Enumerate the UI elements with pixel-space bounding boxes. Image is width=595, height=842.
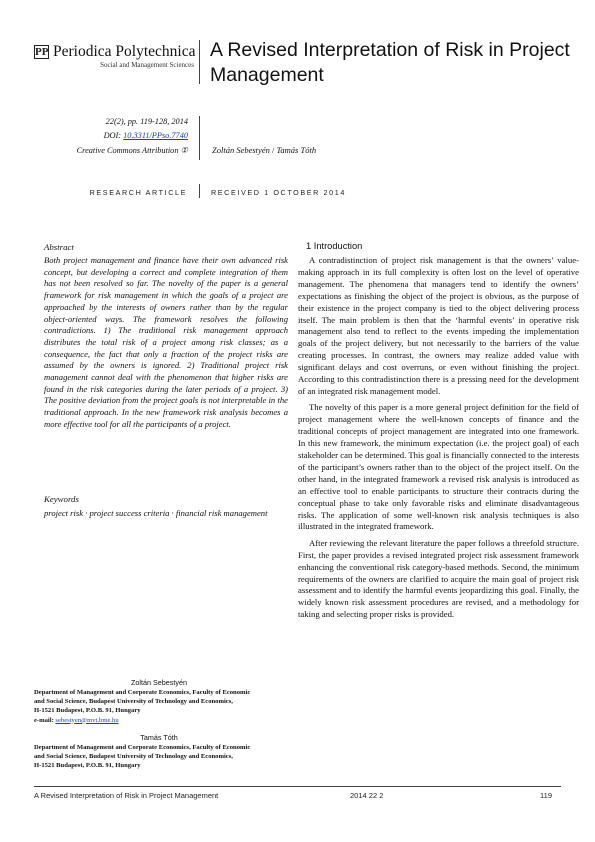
author-1: Zoltán Sebestyén xyxy=(212,145,270,155)
paragraph: The novelty of this paper is a more general project definition for the field of project management where the well-known concepts of finance and the traditional concepts of project management are integrated into one framework. In this new framework, the minimum expectation (i.e. the project goal) of each stakeholder can be determined. This goal is financially connected to the interests of the participant’s owners rather than to the object of the project itself. On the other hand, in the integrated framework a revised risk analysis is introduced as an effective tool to enable participants to structure their contracts during the conceptual phase to take only favorable risks and eliminate disadvantageous risks. The application of some well-known risk analysis techniques is also illustrated in the integrated framework. xyxy=(298,402,579,532)
keywords-heading: Keywords xyxy=(44,494,79,504)
issue-info: 2014 22 2 xyxy=(350,791,384,800)
doi-label: DOI: xyxy=(103,131,124,140)
affiliation-line: Department of Management and Corporate Economics, Faculty of Economic xyxy=(34,689,251,696)
volume-info: 22(2), pp. 119-128, 2014 xyxy=(105,117,188,126)
affiliation-2 xyxy=(34,743,292,771)
abstract-text: Both project management and finance have their own advanced risk concept, but developing a correct and complete integration of them has not been resolved so far. The novelty of the paper is a general framework for risk management in which the goals of a project are approached by the interests of owners rather than by the regular object-oriented ways. The framework resolves the following contradictions. 1) The traditional risk management approach distributes the total risk of a project among risk classes; as a consequence, the fact that only a fraction of the project risks are assumed by the owners is ignored. 2) Traditional project risk management cannot deal with the phenomenon that higher risks are found in the risk categories during the later periods of a project. 3) The positive deviation from the project goals is not interpretable in the traditional approach. In the new framework risk analysis becomes a more effective tool for all the participants of a project. xyxy=(44,255,288,429)
paragraph: A contradistinction of project risk management is that the owners’ value-making approach in its full complexity is often lost on the level of operative management. The phenomena that managers tend to identify the owners’ expectations as finishing the object of the project is obvious, as the purpose of their existence in the project company is tied to the object delivering process itself. The main problem is then that the ‘harmful events’ in operative risk management also tend to reflect to the events impeding the implementation goals of the project delivery, but not necessarily to the barriers of the value creating processes. In contrast, the owners may realize added value with significant delays and cost overruns, or even without finishing the project. According to this contradistinction there is a pressing need for the development of an integrated risk management model. xyxy=(298,255,579,396)
doi-line xyxy=(104,131,188,140)
doi-link[interactable]: 10.3311/PPso.7740 xyxy=(123,131,188,140)
author-2: Tamás Tóth xyxy=(276,145,317,155)
running-title: A Revised Interpretation of Risk in Project Management xyxy=(34,791,219,800)
affiliation-line: and Social Science, Budapest University of Technology and Economics, xyxy=(34,753,233,761)
paragraph: After reviewing the relevant literature the paper follows a threefold structure. First, the paper provides a revised integrated project risk assessment framework enhancing the conventional risk category-based methods. Second, the minimum requirements of the owners are clarified to acquire the main goal of project risk assessment and to identify the harmful events jeopardizing this goal. Finally, the widely known risk assessment procedures are revised, and a methodology for taking and selecting proper risks is provided. xyxy=(298,537,579,620)
affiliation-line: H-1521 Budapest, P.O.B. 91, Hungary xyxy=(34,762,141,770)
article-type: RESEARCH ARTICLE xyxy=(89,188,187,197)
article-title: A Revised Interpretation of Risk in Project Management xyxy=(210,39,570,86)
affiliation-1 xyxy=(34,688,292,725)
section-heading: 1 Introduction xyxy=(306,241,363,251)
affiliation-name-2: Tamás Tóth xyxy=(140,733,178,742)
page-number: 119 xyxy=(540,791,552,800)
affiliation-name-1: Zoltán Sebestyén xyxy=(131,678,187,687)
affiliation-line: Department of Management and Corporate Economics, Faculty of Economic xyxy=(34,744,251,751)
affiliation-line: H-1521 Budapest, P.O.B. 91, Hungary xyxy=(34,707,141,715)
keywords-text: project risk · project success criteria · financial risk management xyxy=(44,508,268,518)
journal-mark-icon: PP xyxy=(35,46,49,58)
footer-rule xyxy=(34,786,561,787)
journal-name: Periodica Polytechnica xyxy=(53,43,196,60)
introduction-body xyxy=(298,255,579,626)
email-label: e-mail: xyxy=(34,716,56,724)
authors xyxy=(212,145,316,155)
header-divider-top xyxy=(199,40,200,84)
received-date: RECEIVED 1 OCTOBER 2014 xyxy=(211,188,346,197)
affiliation-line: and Social Science, Budapest University of Technology and Economics, xyxy=(34,698,233,706)
header-divider-meta xyxy=(199,116,200,160)
license: Creative Commons Attribution ① xyxy=(76,146,188,155)
email-link[interactable]: sebestyen@mvt.bme.hu xyxy=(55,716,119,724)
header-divider-type xyxy=(199,184,200,198)
author-separator: / xyxy=(269,145,277,155)
journal-subtitle: Social and Management Sciences xyxy=(100,61,194,69)
abstract-heading: Abstract xyxy=(44,242,74,252)
email-line xyxy=(34,716,292,725)
